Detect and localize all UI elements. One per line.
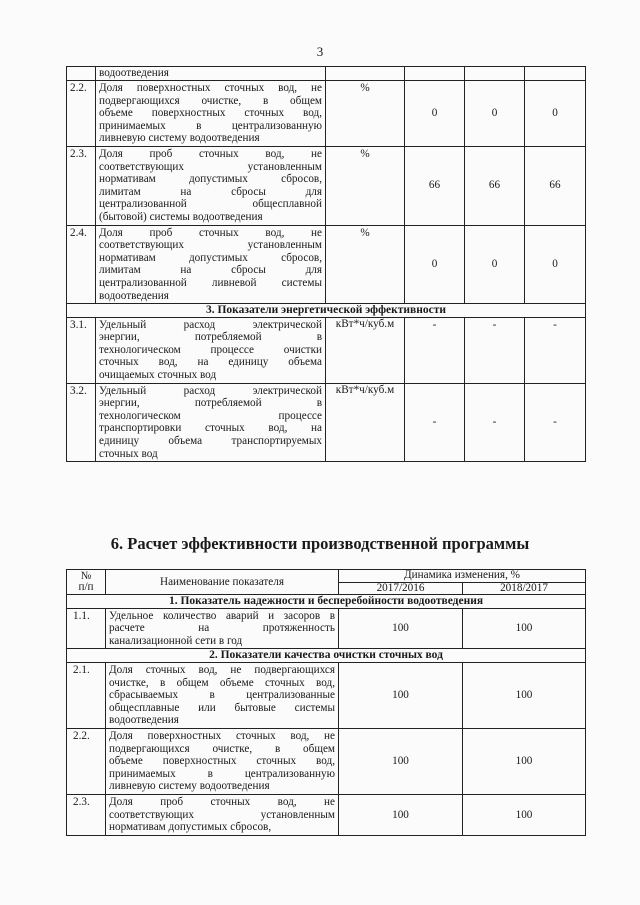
value-cell: -: [525, 383, 586, 462]
table-row: [67, 662, 586, 728]
indicator-name: [106, 794, 339, 835]
indicator-name: [96, 81, 326, 147]
row-number: 3.1.: [67, 317, 96, 383]
value-cell: 0: [465, 225, 525, 304]
indicator-name: [96, 146, 326, 225]
indicator-name-line: подвергающихся очистке, в общем: [99, 94, 322, 107]
value-cell: 100: [339, 728, 463, 794]
value-cell: -: [405, 317, 465, 383]
row-number: 2.1.: [67, 662, 106, 728]
indicator-name-line: нормативам допустимых сбросов,: [99, 173, 322, 186]
row-number: 2.3.: [67, 794, 106, 835]
header-dynamics: Динамика изменения, %: [339, 570, 586, 583]
value-cell: 100: [339, 794, 463, 835]
unit-cell: кВт*ч/куб.м: [326, 317, 405, 383]
indicator-name-line: централизованной ливневой системы: [99, 276, 322, 289]
table-row: [67, 81, 586, 147]
indicator-name-line: Доля проб сточных вод, не: [99, 226, 322, 239]
indicator-name-line: водоотведения: [109, 714, 179, 727]
indicator-name-line: водоотведения: [99, 289, 169, 302]
indicator-name-line: канализационной сети в год: [109, 634, 243, 647]
value-cell: -: [405, 383, 465, 462]
indicator-name-line: Удельное количество аварий и засоров в: [109, 609, 335, 622]
indicator-name: [106, 728, 339, 794]
indicator-name-line: энергии, потребляемой в: [99, 331, 322, 344]
indicator-name-line: лимитам на сбросы для: [99, 185, 322, 198]
table-row: [67, 728, 586, 794]
value-cell: 66: [525, 146, 586, 225]
indicator-name-line: общесплавные или бытовые системы: [109, 701, 335, 714]
value-cell: 0: [465, 81, 525, 147]
continuation-row: [67, 67, 586, 81]
indicator-name-line: объеме поверхностных сточных вод,: [109, 755, 335, 768]
unit-cell: %: [326, 81, 405, 147]
indicator-name-line: технологическом процессе: [99, 409, 322, 422]
indicator-name-line: расчете на протяженность: [109, 622, 335, 635]
row-number: 2.2.: [67, 81, 96, 147]
page-number: 3: [316, 44, 324, 59]
indicator-name-line: Удельный расход электрической: [99, 318, 322, 331]
indicator-name-line: ливневую систему водоотведения: [109, 780, 270, 793]
indicator-name-line: Доля поверхностных сточных вод, не: [109, 729, 335, 742]
indicator-name: [96, 225, 326, 304]
value-cell: 66: [465, 146, 525, 225]
table-row: [67, 146, 586, 225]
value-cell: 100: [339, 608, 463, 649]
table-row: [67, 317, 586, 383]
indicator-name-line: подвергающихся очистке, в общем: [109, 742, 335, 755]
section-title: 3. Показатели энергетической эффективности: [67, 304, 586, 318]
section-title: 1. Показатель надежности и бесперебойности водоотведения: [67, 595, 586, 609]
header-col-2017: 2017/2016: [339, 582, 463, 595]
indicator-name-line: нормативам допустимых сбросов,: [109, 821, 272, 834]
section-row: [67, 304, 586, 318]
indicator-name-line: нормативам допустимых сбросов,: [99, 251, 322, 264]
value-cell: 100: [463, 662, 586, 728]
value-cell: 0: [405, 81, 465, 147]
row-number: 2.2.: [67, 728, 106, 794]
indicator-name-line: принимаемых в централизованную: [109, 767, 335, 780]
value-cell: 100: [463, 728, 586, 794]
section-row: [67, 595, 586, 609]
row-number: 2.3.: [67, 146, 96, 225]
indicator-name-line: принимаемых в централизованную: [99, 119, 322, 132]
indicator-name: [106, 608, 339, 649]
header-name: Наименование показателя: [106, 570, 339, 595]
table-row: [67, 794, 586, 835]
indicator-name-line: соответствующих установленным: [99, 239, 322, 252]
indicator-name-line: сточных вод: [99, 447, 158, 460]
indicator-name-line: единицу объема транспортируемых: [99, 435, 322, 448]
table-header-row: [67, 570, 586, 583]
value-cell: 100: [339, 662, 463, 728]
indicator-name-line: лимитам на сбросы для: [99, 264, 322, 277]
row-number: 1.1.: [67, 608, 106, 649]
indicator-name: [106, 662, 339, 728]
indicator-name-line: очищаемых сточных вод: [99, 369, 217, 382]
unit-cell: %: [326, 225, 405, 304]
indicator-name-line: энергии, потребляемой в: [99, 397, 322, 410]
value-cell: -: [465, 317, 525, 383]
indicator-name-line: транспортировки сточных вод, на: [99, 422, 322, 435]
indicators-table: [66, 66, 586, 462]
indicator-name-line: Доля проб сточных вод, не: [109, 795, 335, 808]
efficiency-table: [66, 569, 586, 836]
indicator-name-line: объеме поверхностных сточных вод,: [99, 107, 322, 120]
unit-cell: %: [326, 146, 405, 225]
continuation-text: водоотведения: [96, 67, 326, 81]
indicator-name-line: сбрасываемых в централизованные: [109, 689, 335, 702]
value-cell: -: [465, 383, 525, 462]
section-6-heading: 6. Расчет эффективности производственной программы: [110, 534, 530, 553]
indicator-name-line: ливневую систему водоотведения: [99, 132, 260, 145]
value-cell: 66: [405, 146, 465, 225]
indicator-name-line: соответствующих установленным: [109, 808, 335, 821]
indicator-name: [96, 383, 326, 462]
indicator-name-line: соответствующих установленным: [99, 160, 322, 173]
header-col-2018: 2018/2017: [463, 582, 586, 595]
indicator-name-line: Доля поверхностных сточных вод, не: [99, 82, 322, 94]
indicator-name-line: очистке, в общем объеме сточных вод,: [109, 676, 335, 689]
indicator-name-line: (бытовой) системы водоотведения: [99, 210, 263, 223]
indicator-name-line: технологическом процессе очистки: [99, 343, 322, 356]
table-row: [67, 225, 586, 304]
value-cell: 0: [405, 225, 465, 304]
value-cell: 100: [463, 608, 586, 649]
indicator-name-line: Доля сточных вод, не подвергающихся: [109, 663, 335, 676]
indicator-name-line: Удельный расход электрической: [99, 384, 322, 397]
value-cell: 100: [463, 794, 586, 835]
indicator-name-line: Доля проб сточных вод, не: [99, 147, 322, 160]
indicator-name: [96, 317, 326, 383]
value-cell: 0: [525, 81, 586, 147]
table-row: [67, 383, 586, 462]
indicator-name-line: сточных вод, на единицу объема: [99, 356, 322, 369]
unit-cell: кВт*ч/куб.м: [326, 383, 405, 462]
table-row: [67, 608, 586, 649]
section-title: 2. Показатели качества очистки сточных вод: [67, 649, 586, 663]
row-number: 2.4.: [67, 225, 96, 304]
section-row: [67, 649, 586, 663]
value-cell: -: [525, 317, 586, 383]
row-number: 3.2.: [67, 383, 96, 462]
indicator-name-line: централизованной общесплавной: [99, 198, 322, 211]
value-cell: 0: [525, 225, 586, 304]
header-no: № п/п: [67, 570, 106, 595]
